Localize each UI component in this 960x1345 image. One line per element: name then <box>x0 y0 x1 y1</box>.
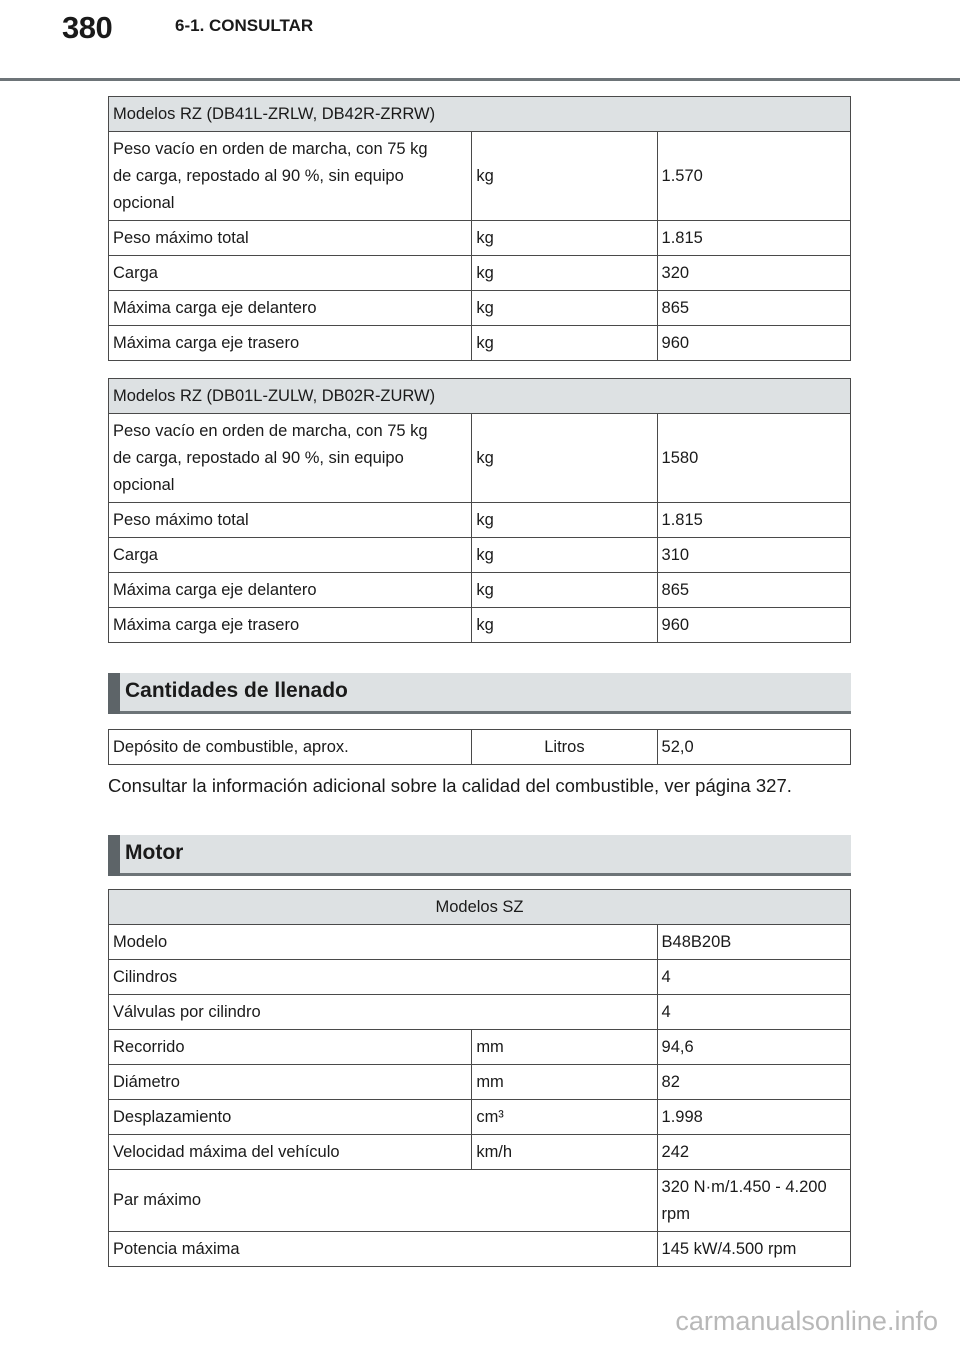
row-unit: kg <box>472 573 657 608</box>
row-unit: kg <box>472 256 657 291</box>
watermark: carmanualsonline.info <box>675 1306 938 1336</box>
row-unit: mm <box>472 1065 657 1100</box>
row-label: Carga <box>109 256 472 291</box>
row-value: 865 <box>657 291 850 326</box>
row-unit: cm³ <box>472 1100 657 1135</box>
row-label: Peso máximo total <box>109 503 472 538</box>
table-title: Modelos SZ <box>109 890 851 925</box>
table-row <box>109 1065 851 1100</box>
row-label: Máxima carga eje trasero <box>109 608 472 643</box>
row-unit: Litros <box>472 730 657 765</box>
row-value: 960 <box>657 326 850 361</box>
row-value: 1.815 <box>657 221 850 256</box>
row-unit: kg <box>472 291 657 326</box>
section-heading-fill <box>108 673 851 714</box>
table-title: Modelos RZ (DB41L-ZRLW, DB42R-ZRRW) <box>109 97 851 132</box>
section-title: Cantidades de llenado <box>125 679 348 702</box>
table-row <box>109 730 851 765</box>
row-unit: km/h <box>472 1135 657 1170</box>
page-number: 380 <box>62 10 113 45</box>
table-rz-db41l <box>108 96 851 361</box>
table-row <box>109 995 851 1030</box>
row-label: Peso máximo total <box>109 221 472 256</box>
row-label: Peso vacío en orden de marcha, con 75 kg de carga, repostado al 90 %, sin equipo opcional <box>109 414 472 503</box>
table-row <box>109 291 851 326</box>
row-label: Recorrido <box>109 1030 472 1065</box>
row-unit: kg <box>472 221 657 256</box>
table-row <box>109 573 851 608</box>
row-value: 310 <box>657 538 850 573</box>
row-value: B48B20B <box>657 925 850 960</box>
row-label: Máxima carga eje delantero <box>109 291 472 326</box>
row-label: Depósito de combustible, aprox. <box>109 730 472 765</box>
row-unit: kg <box>472 414 657 503</box>
row-value: 242 <box>657 1135 850 1170</box>
row-label: Diámetro <box>109 1065 472 1100</box>
row-value: 1.570 <box>657 132 850 221</box>
row-label: Cilindros <box>109 960 658 995</box>
row-label: Modelo <box>109 925 658 960</box>
row-unit: kg <box>472 608 657 643</box>
row-value: 320 <box>657 256 850 291</box>
row-value: 1.998 <box>657 1100 850 1135</box>
table-row <box>109 1135 851 1170</box>
row-label: Peso vacío en orden de marcha, con 75 kg de carga, repostado al 90 %, sin equipo opcional <box>109 132 472 221</box>
table-row <box>109 960 851 995</box>
row-unit: kg <box>472 503 657 538</box>
table-row <box>109 608 851 643</box>
table-row <box>109 1100 851 1135</box>
heading-accent <box>108 673 120 714</box>
row-value: 82 <box>657 1065 850 1100</box>
row-label: Potencia máxima <box>109 1232 658 1267</box>
row-value: 4 <box>657 995 850 1030</box>
row-label: Válvulas por cilindro <box>109 995 658 1030</box>
row-label: Desplazamiento <box>109 1100 472 1135</box>
table-title: Modelos RZ (DB01L-ZULW, DB02R-ZURW) <box>109 379 851 414</box>
row-unit: kg <box>472 538 657 573</box>
row-value: 960 <box>657 608 850 643</box>
row-label: Máxima carga eje trasero <box>109 326 472 361</box>
table-row <box>109 538 851 573</box>
section-title: Motor <box>125 841 184 864</box>
table-motor <box>108 889 851 1267</box>
table-fill <box>108 729 851 765</box>
row-value: 1.815 <box>657 503 850 538</box>
row-value: 4 <box>657 960 850 995</box>
row-label: Velocidad máxima del vehículo <box>109 1135 472 1170</box>
row-unit: kg <box>472 132 657 221</box>
section-heading-motor <box>108 835 851 876</box>
table-row <box>109 414 851 503</box>
heading-accent <box>108 835 120 876</box>
row-unit: kg <box>472 326 657 361</box>
table-row <box>109 132 851 221</box>
row-label: Máxima carga eje delantero <box>109 573 472 608</box>
page-header <box>0 0 960 81</box>
row-value: 865 <box>657 573 850 608</box>
table-row <box>109 1030 851 1065</box>
row-label: Carga <box>109 538 472 573</box>
table-row <box>109 1170 851 1232</box>
table-row <box>109 326 851 361</box>
row-unit: mm <box>472 1030 657 1065</box>
table-row <box>109 503 851 538</box>
table-row <box>109 925 851 960</box>
table-rz-db01l <box>108 378 851 643</box>
row-value: 145 kW/4.500 rpm <box>657 1232 850 1267</box>
row-value: 52,0 <box>657 730 850 765</box>
table-row <box>109 1232 851 1267</box>
row-value: 320 N·m/1.450 - 4.200 rpm <box>657 1170 850 1232</box>
row-value: 1580 <box>657 414 850 503</box>
table-row <box>109 256 851 291</box>
fuel-note: Consultar la información adicional sobre la calidad del combustible, ver página 327. <box>108 775 792 796</box>
table-row <box>109 221 851 256</box>
section-label: 6-1. CONSULTAR <box>175 16 314 35</box>
row-label: Par máximo <box>109 1170 658 1232</box>
row-value: 94,6 <box>657 1030 850 1065</box>
